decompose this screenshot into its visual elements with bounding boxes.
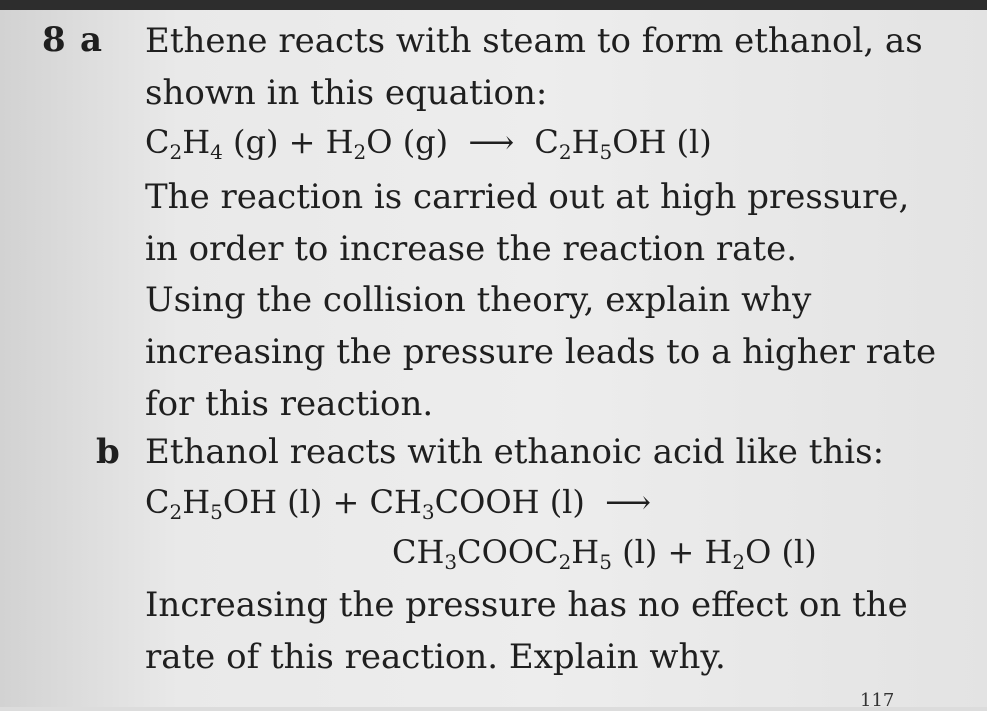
- part-a-text-1: The reaction is carried out at high pressure,: [145, 177, 910, 217]
- eq-b-term: CH: [369, 483, 422, 521]
- eq-a-sub: 2: [353, 140, 367, 164]
- eq-b-term: H: [182, 483, 211, 521]
- eq-b-sub: 2: [732, 550, 746, 574]
- eq-b-state: (l): [277, 483, 323, 521]
- eq-b-state: (l): [771, 533, 817, 571]
- eq-b-term: H: [571, 533, 600, 571]
- eq-a-term: H: [571, 123, 600, 161]
- part-b-text-1: Increasing the pressure has no effect on the: [145, 585, 908, 625]
- part-a-text-5: for this reaction.: [145, 384, 434, 424]
- part-b-line-1: Ethanol reacts with ethanoic acid like this:: [145, 432, 885, 472]
- equation-a: [145, 123, 712, 164]
- question-number: 8: [42, 20, 66, 60]
- eq-b-sub: 3: [421, 500, 435, 524]
- eq-b-sub: 3: [444, 550, 458, 574]
- eq-b-term: C: [145, 483, 170, 521]
- eq-a-plus: +: [278, 123, 326, 161]
- page-number: 117: [860, 690, 895, 711]
- eq-a-state: (g): [392, 123, 459, 161]
- eq-b-sub: 2: [169, 500, 183, 524]
- part-b-label: b: [96, 432, 120, 472]
- part-a-text-2: in order to increase the reaction rate.: [145, 229, 798, 269]
- eq-b-term: COOH: [434, 483, 540, 521]
- eq-a-sub: 5: [599, 140, 613, 164]
- eq-a-sub: 2: [169, 140, 183, 164]
- eq-b-sub: 5: [210, 500, 223, 524]
- part-a-label: a: [80, 20, 103, 60]
- reaction-arrow-icon: ⟶: [468, 123, 515, 161]
- part-a-text-3: Using the collision theory, explain why: [145, 280, 812, 320]
- part-a-text-4: increasing the pressure leads to a higher rate: [145, 332, 937, 372]
- eq-a-term: H: [325, 123, 354, 161]
- part-a-line-2: shown in this equation:: [145, 73, 548, 113]
- eq-b-term: CH: [392, 533, 445, 571]
- eq-a-term: C: [524, 123, 559, 161]
- eq-b-term: COOC: [457, 533, 559, 571]
- eq-b-plus: +: [322, 483, 370, 521]
- eq-a-sub: 4: [210, 140, 223, 164]
- reaction-arrow-icon: ⟶: [605, 483, 651, 521]
- eq-a-term: H: [182, 123, 211, 161]
- eq-a-state: (l): [666, 123, 712, 161]
- equation-b-line-2: [392, 533, 817, 574]
- equation-b-line-1: [145, 483, 661, 524]
- eq-b-sub: 5: [599, 550, 612, 574]
- eq-b-sub: 2: [558, 550, 572, 574]
- eq-b-state: (l): [611, 533, 658, 571]
- eq-b-term: H: [704, 533, 733, 571]
- part-a-line-1: Ethene reacts with steam to form ethanol, as: [145, 21, 923, 61]
- eq-b-plus: +: [657, 533, 705, 571]
- top-edge-strip: [0, 0, 987, 10]
- eq-a-term: O: [366, 123, 393, 161]
- eq-b-state: (l): [539, 483, 596, 521]
- part-b-text-2: rate of this reaction. Explain why.: [145, 637, 726, 677]
- eq-a-term: OH: [612, 123, 667, 161]
- eq-a-sub: 2: [558, 140, 572, 164]
- eq-b-term: O: [745, 533, 772, 571]
- eq-a-term: C: [145, 123, 170, 161]
- eq-a-state: (g): [222, 123, 279, 161]
- eq-b-term: OH: [222, 483, 277, 521]
